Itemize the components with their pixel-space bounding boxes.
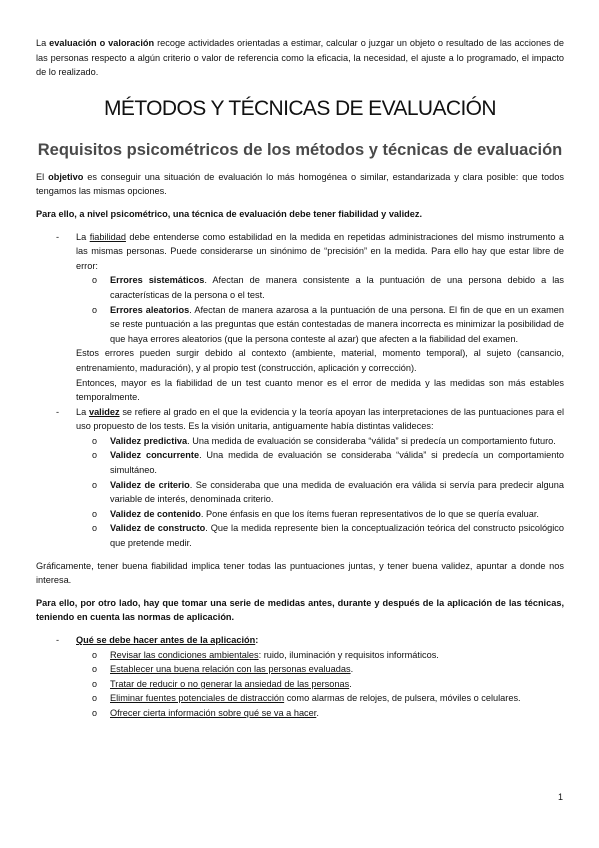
validez-pre: La bbox=[76, 406, 89, 417]
item-text: . Se consideraba que una medida de evaluación era válida si servía para predecir alguna variable de interés, denominada criterio. bbox=[110, 479, 564, 505]
item-text: . Pone énfasis en que los ítems fueran representativos de lo que se quería evaluar. bbox=[200, 508, 539, 519]
objective-paragraph bbox=[36, 170, 564, 199]
item-bold: Validez predictiva bbox=[110, 435, 188, 446]
fiabilidad-definition bbox=[76, 230, 564, 274]
validez-bullet bbox=[36, 405, 564, 551]
item-underlined: Ofrecer cierta información sobre qué se va a hacer bbox=[110, 707, 317, 718]
list-item bbox=[92, 691, 564, 706]
list-item bbox=[92, 478, 564, 507]
para-ello-2-text: Para ello, por otro lado, hay que tomar una serie de medidas antes, durante y después de la aplicación de las técnicas, teniendo en cuenta las normas de aplicación. bbox=[36, 597, 564, 623]
intro-bold: evaluación o valoración bbox=[49, 38, 155, 48]
objective-bold: objetivo bbox=[48, 171, 84, 182]
item-text: : ruido, iluminación y requisitos informáticos. bbox=[258, 649, 439, 660]
fiabilidad-post: debe entenderse como estabilidad en la medida en repetidas administraciones del mismo instrumento a las mismas personas. Puede considerarse un sinónimo de “precisión” en la medida. Para ello hay que estar libre de error: bbox=[76, 231, 565, 271]
item-bold: Errores aleatorios bbox=[110, 304, 190, 315]
item-underlined: Tratar de reducir o no generar la ansiedad de las personas bbox=[110, 678, 350, 689]
item-text: . bbox=[349, 678, 352, 689]
list-item bbox=[92, 507, 564, 522]
item-bold: Errores sistemáticos bbox=[110, 275, 205, 286]
list-item bbox=[92, 648, 564, 663]
item-underlined: Eliminar fuentes potenciales de distracción bbox=[110, 693, 285, 704]
page-title: MÉTODOS Y TÉCNICAS DE EVALUACIÓN bbox=[104, 96, 496, 120]
list-item bbox=[92, 273, 564, 302]
fiabilidad-term: fiabilidad bbox=[89, 231, 126, 242]
objective-pre: El bbox=[36, 171, 49, 182]
item-text: como alarmas de relojes, de pulsera, móviles o celulares. bbox=[284, 693, 521, 704]
circle-bullet: o bbox=[92, 450, 98, 461]
para-ello-2 bbox=[36, 596, 564, 625]
intro-paragraph bbox=[36, 36, 564, 80]
circle-bullet: o bbox=[92, 707, 98, 718]
item-bold: Validez de criterio bbox=[110, 479, 190, 490]
intro-post: recoge actividades orientadas a estimar, calcular o juzgar un objeto o resultado de las acciones de las personas respecto a algún criterio o valor de referencia como la eficacia, la necesidad, el ajuste a lo programado, el impacto de lo realizado. bbox=[36, 38, 564, 78]
para-ello-1 bbox=[36, 207, 564, 222]
fiabilidad-bullet bbox=[36, 230, 564, 405]
fiabilidad-note-2: Entonces, mayor es la fiabilidad de un test cuanto menor es el error de medida y las medidas son más estables temporalmente. bbox=[76, 377, 564, 403]
list-item bbox=[92, 706, 564, 721]
intro-pre: La bbox=[36, 38, 50, 48]
antes-title-text: Qué se debe hacer antes de la aplicación bbox=[76, 635, 256, 645]
antes-body bbox=[76, 633, 564, 721]
circle-bullet: o bbox=[92, 664, 98, 675]
antes-title bbox=[76, 633, 564, 648]
item-bold: Validez de contenido bbox=[110, 508, 201, 519]
item-bold: Validez concurrente bbox=[110, 450, 200, 461]
item-text: . Afectan de manera consistente a la puntuación de una persona debido a las características de la persona o el test. bbox=[110, 275, 565, 300]
item-text: . bbox=[350, 664, 354, 675]
list-item bbox=[92, 662, 564, 677]
list-item bbox=[92, 448, 564, 477]
item-text: . bbox=[316, 707, 319, 718]
item-text: . Afectan de manera azarosa a la puntuación de una persona. El fin de que en un examen se reste puntuación a las preguntas que están contestadas de manera incorrecta es minimizar la posibilidad de que haya errores aleatorios (que la persona conteste al azar) que afecten a la fiabilidad del examen. bbox=[110, 304, 564, 344]
item-underlined: Establecer una buena relación con las personas evaluadas bbox=[110, 664, 351, 675]
circle-bullet: o bbox=[92, 678, 98, 689]
circle-bullet: o bbox=[92, 435, 98, 446]
dash-bullet: - bbox=[56, 635, 60, 645]
dash-bullet: - bbox=[56, 231, 60, 242]
item-text: . Una medida de evaluación se consideraba “válida” si predecía un comportamiento simultáneo. bbox=[110, 450, 564, 476]
validez-definition bbox=[76, 405, 564, 434]
circle-bullet: o bbox=[92, 508, 98, 519]
fiabilidad-body bbox=[76, 230, 564, 405]
validez-term: validez bbox=[88, 406, 120, 417]
circle-bullet: o bbox=[92, 649, 98, 660]
dash-bullet: - bbox=[56, 406, 60, 417]
validez-post: se refiere al grado en el que la evidencia y la teoría apoyan las interpretaciones de las puntuaciones para el uso propuesto de los tests. Es la visión unitaria, antiguamente había distintas valideces: bbox=[76, 406, 564, 432]
antes-title-colon: : bbox=[255, 635, 259, 645]
objective-post: es conseguir una situación de evaluación lo más homogénea o similar, estandarizada y clara posible: que todos tengamos las mismas opciones. bbox=[36, 171, 564, 197]
page-content bbox=[36, 36, 564, 721]
circle-bullet: o bbox=[92, 275, 98, 286]
list-item bbox=[92, 303, 564, 347]
validez-body bbox=[76, 405, 564, 551]
page-number: 1 bbox=[557, 792, 563, 802]
item-text: . Que la medida represente bien la conceptualización teórica del constructo psicológico que pretende medir. bbox=[110, 523, 565, 549]
list-item bbox=[92, 677, 564, 692]
item-underlined: Revisar las condiciones ambientales bbox=[110, 649, 259, 660]
list-item bbox=[92, 434, 564, 449]
circle-bullet: o bbox=[92, 693, 98, 704]
graficamente-paragraph: Gráficamente, tener buena fiabilidad implica tener todas las puntuaciones juntas, y tener buena validez, apuntar a donde nos interesa. bbox=[36, 560, 564, 586]
item-text: . Una medida de evaluación se consideraba “válida” si predecía un comportamiento futuro. bbox=[187, 435, 556, 446]
para-ello-1-text: Para ello, a nivel psicométrico, una técnica de evaluación debe tener fiabilidad y validez. bbox=[36, 208, 423, 219]
fiabilidad-pre: La bbox=[76, 231, 90, 242]
item-bold: Validez de constructo bbox=[110, 523, 206, 534]
section-heading: Requisitos psicométricos de los métodos y técnicas de evaluación bbox=[37, 140, 563, 159]
circle-bullet: o bbox=[92, 523, 98, 534]
fiabilidad-note-1: Estos errores pueden surgir debido al contexto (ambiente, material, momento temporal), al sujeto (cansancio, entrenamiento, maduración), y al propio test (construcción, aplicación y corrección). bbox=[76, 348, 564, 373]
circle-bullet: o bbox=[92, 304, 98, 315]
circle-bullet: o bbox=[92, 479, 98, 490]
antes-bullet bbox=[36, 633, 564, 721]
list-item bbox=[92, 521, 564, 550]
